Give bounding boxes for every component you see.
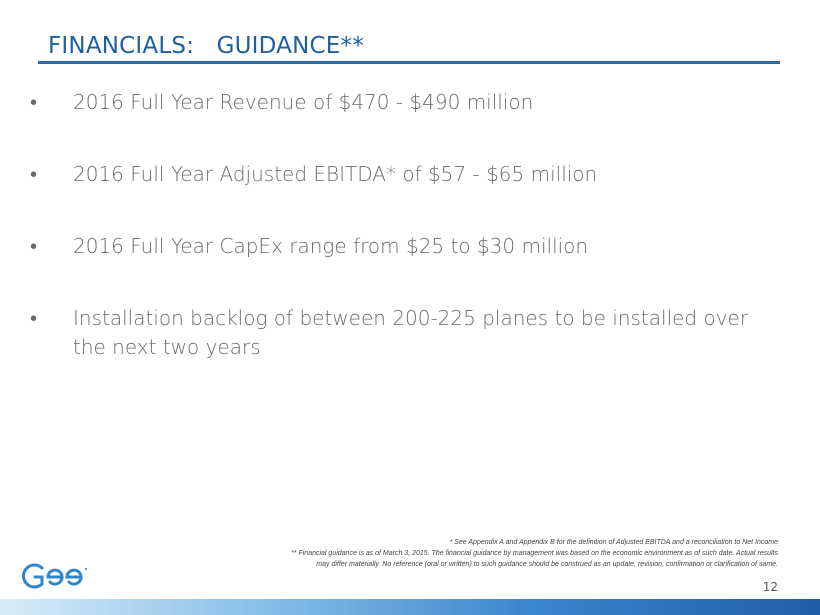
bullet-item: [30, 232, 770, 261]
footer-gradient-bar: [0, 599, 820, 615]
bullet-dot: •: [30, 162, 38, 186]
footnote-ebitda: * See Appendix A and Appendix B for the definition of Adjusted EBITDA and a reconciliation to Net Income: [449, 539, 778, 546]
page-number: 12: [762, 580, 778, 594]
bullet-text: Installation backlog of between 200-225 planes to be installed over the next two years: [73, 306, 749, 359]
bullet-list: [30, 88, 770, 405]
footnote-guidance: ** Financial guidance is as of March 3, 2015. The financial guidance by management was based on the economic environment as of such date. Actual results: [291, 550, 778, 557]
bullet-text: 2016 Full Year Revenue of $470 - $490 million: [73, 90, 534, 114]
bullet-dot: •: [30, 90, 38, 114]
bullet-dot: •: [30, 234, 38, 258]
gee-logo-icon: [20, 560, 90, 590]
bullet-item: [30, 88, 770, 117]
bullet-text: 2016 Full Year Adjusted EBITDA* of $57 - $65 million: [73, 162, 598, 186]
footnote-guidance-cont: may differ materially. No reference (oral or written) to such guidance should be construed as an update, revision, confirmation or clarification of same.: [316, 561, 778, 568]
bullet-dot: •: [30, 306, 38, 330]
bullet-item: [30, 304, 770, 362]
title-underline: [38, 61, 780, 64]
footnotes: [78, 537, 778, 570]
bullet-item: [30, 160, 770, 189]
slide-title: FINANCIALS: GUIDANCE**: [48, 33, 364, 59]
bullet-text: 2016 Full Year CapEx range from $25 to $30 million: [73, 234, 589, 258]
